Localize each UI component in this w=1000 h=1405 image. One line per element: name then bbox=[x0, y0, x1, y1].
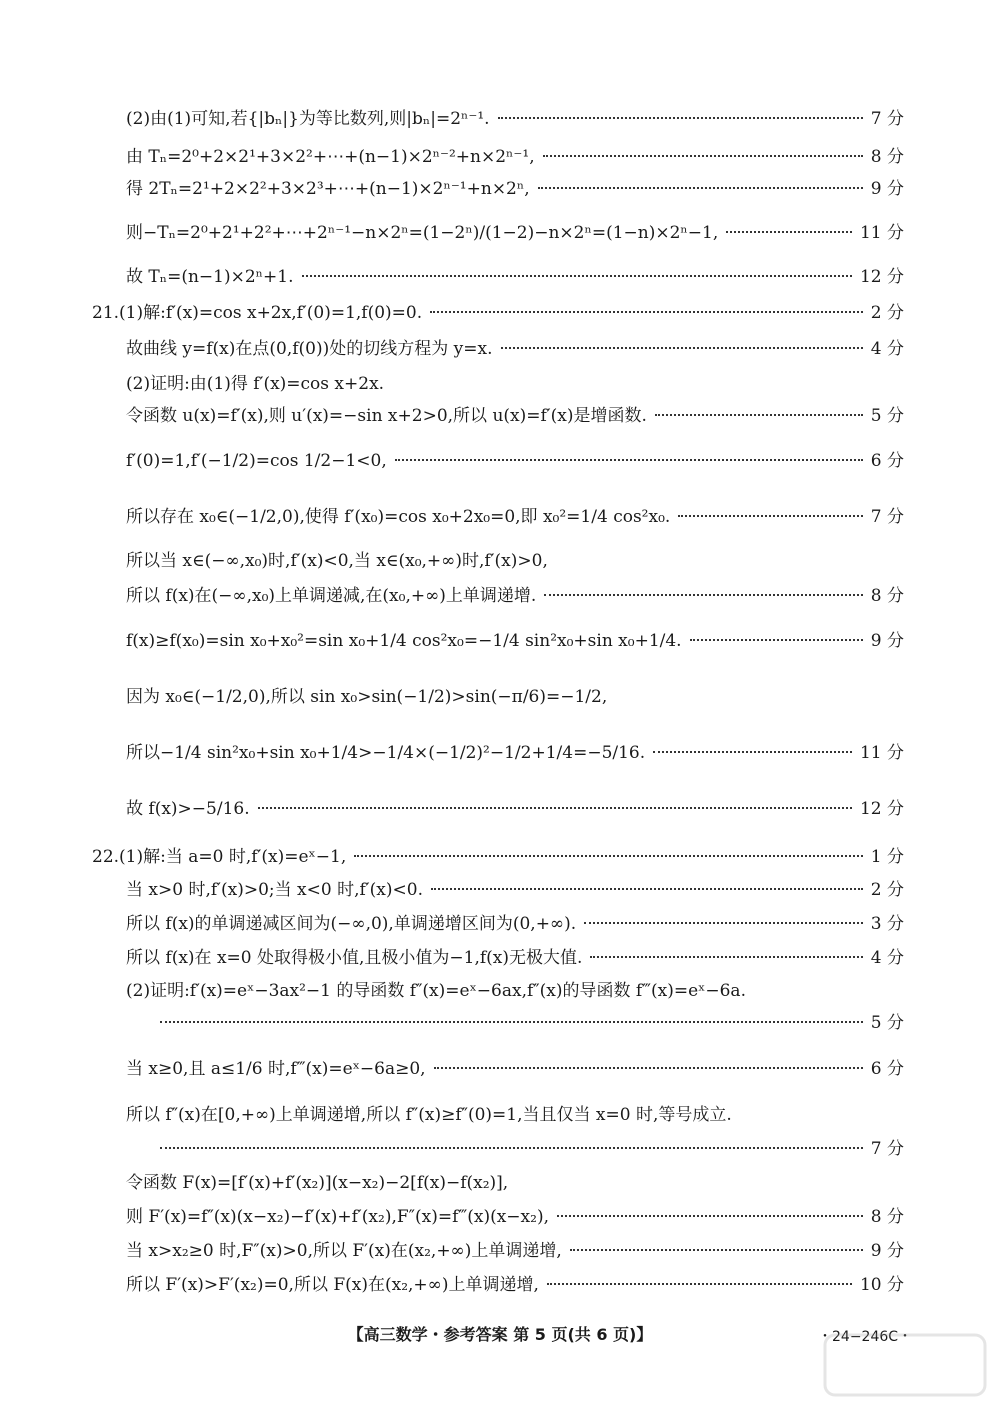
score-label: 9 分 bbox=[870, 179, 904, 199]
answer-line bbox=[126, 1104, 904, 1126]
leader-dots bbox=[543, 155, 863, 157]
leader-dots bbox=[430, 311, 863, 313]
answer-line bbox=[126, 266, 904, 288]
answer-line bbox=[126, 686, 904, 708]
answer-line bbox=[126, 222, 904, 244]
score-label: 12 分 bbox=[859, 799, 904, 819]
footer-code: ・24−246C・ bbox=[818, 1329, 913, 1345]
answer-line bbox=[126, 506, 904, 528]
answer-line bbox=[126, 550, 904, 572]
line-text: f′(0)=1,f′(−1/2)=cos 1/2−1<0, bbox=[126, 451, 387, 471]
answer-line bbox=[126, 373, 904, 395]
leader-dots bbox=[690, 639, 863, 641]
score-label: 12 分 bbox=[859, 267, 904, 287]
answer-line-continuation bbox=[160, 1138, 904, 1160]
leader-dots bbox=[547, 1283, 852, 1285]
score-label: 6 分 bbox=[870, 451, 904, 471]
watermark-logo bbox=[820, 1330, 990, 1400]
line-text: 令函数 u(x)=f′(x),则 u′(x)=−sin x+2>0,所以 u(x)=f′(x)是增函数. bbox=[126, 406, 647, 426]
leader-dots bbox=[501, 347, 863, 349]
line-text: (2)证明:f′(x)=eˣ−3ax²−1 的导函数 f″(x)=eˣ−6ax,f″(x)的导函数 f‴(x)=eˣ−6a. bbox=[126, 981, 746, 1001]
score-label: 3 分 bbox=[870, 914, 904, 934]
answer-line bbox=[126, 947, 904, 969]
answer-line bbox=[126, 1274, 904, 1296]
line-text: 所以 f(x)在(−∞,x₀)上单调递减,在(x₀,+∞)上单调递增. bbox=[126, 586, 537, 606]
line-text: 当 x>0 时,f′(x)>0;当 x<0 时,f′(x)<0. bbox=[126, 880, 423, 900]
answer-line bbox=[126, 630, 904, 652]
page-footer: 【高三数学・参考答案 第 5 页(共 6 页)】 bbox=[347, 1325, 653, 1344]
score-label: 8 分 bbox=[870, 586, 904, 606]
score-label: 9 分 bbox=[870, 1241, 904, 1261]
answer-line bbox=[126, 742, 904, 764]
line-text: 故 Tₙ=(n−1)×2ⁿ+1. bbox=[126, 267, 294, 287]
score-label: 4 分 bbox=[870, 948, 904, 968]
leader-dots bbox=[434, 1067, 863, 1069]
leader-dots bbox=[726, 231, 852, 233]
answer-line bbox=[92, 302, 904, 324]
leader-dots bbox=[354, 855, 863, 857]
score-label: 11 分 bbox=[859, 223, 904, 243]
answer-line bbox=[126, 1206, 904, 1228]
answer-line bbox=[126, 108, 904, 130]
line-text: 故 f(x)>−5/16. bbox=[126, 799, 250, 819]
answer-line bbox=[126, 146, 904, 168]
line-text: 所以 F′(x)>F′(x₂)=0,所以 F(x)在(x₂,+∞)上单调递增, bbox=[126, 1275, 539, 1295]
answer-line bbox=[126, 879, 904, 901]
score-label: 5 分 bbox=[870, 1013, 904, 1033]
line-text: f(x)≥f(x₀)=sin x₀+x₀²=sin x₀+1/4 cos²x₀=−1/4 sin²x₀+sin x₀+1/4. bbox=[126, 631, 682, 651]
line-text: 所以存在 x₀∈(−1/2,0),使得 f′(x₀)=cos x₀+2x₀=0,即 x₀²=1/4 cos²x₀. bbox=[126, 507, 671, 527]
line-text: 所以 f(x)在 x=0 处取得极小值,且极小值为−1,f(x)无极大值. bbox=[126, 948, 583, 968]
answer-line bbox=[126, 980, 904, 1002]
score-label: 8 分 bbox=[870, 147, 904, 167]
leader-dots bbox=[395, 459, 863, 461]
leader-dots bbox=[160, 1147, 863, 1149]
score-label: 9 分 bbox=[870, 631, 904, 651]
leader-dots bbox=[557, 1215, 863, 1217]
answer-line bbox=[92, 846, 904, 868]
answer-line bbox=[126, 338, 904, 360]
leader-dots bbox=[590, 956, 862, 958]
answer-line bbox=[126, 798, 904, 820]
leader-dots bbox=[258, 807, 852, 809]
score-label: 10 分 bbox=[859, 1275, 904, 1295]
line-text: 21.(1)解:f′(x)=cos x+2x,f′(0)=1,f(0)=0. bbox=[92, 303, 423, 323]
line-text: 由 Tₙ=2⁰+2×2¹+3×2²+⋯+(n−1)×2ⁿ⁻²+n×2ⁿ⁻¹, bbox=[126, 147, 535, 167]
score-label: 2 分 bbox=[870, 303, 904, 323]
leader-dots bbox=[570, 1249, 863, 1251]
leader-dots bbox=[653, 751, 852, 753]
line-text: 所以 f(x)的单调递减区间为(−∞,0),单调递增区间为(0,+∞). bbox=[126, 914, 577, 934]
line-text: 令函数 F(x)=[f′(x)+f′(x₂)](x−x₂)−2[f(x)−f(x₂)], bbox=[126, 1173, 509, 1193]
leader-dots bbox=[160, 1021, 863, 1023]
answer-line bbox=[126, 1172, 904, 1194]
line-text: 得 2Tₙ=2¹+2×2²+3×2³+⋯+(n−1)×2ⁿ⁻¹+n×2ⁿ, bbox=[126, 179, 530, 199]
line-text: (2)证明:由(1)得 f′(x)=cos x+2x. bbox=[126, 374, 385, 394]
line-text: 则 F′(x)=f″(x)(x−x₂)−f′(x)+f′(x₂),F″(x)=f‴(x)(x−x₂), bbox=[126, 1207, 549, 1227]
leader-dots bbox=[678, 515, 862, 517]
line-text: 当 x>x₂≥0 时,F″(x)>0,所以 F′(x)在(x₂,+∞)上单调递增, bbox=[126, 1241, 562, 1261]
line-text: 则−Tₙ=2⁰+2¹+2²+⋯+2ⁿ⁻¹−n×2ⁿ=(1−2ⁿ)/(1−2)−n×2ⁿ=(1−n)×2ⁿ−1, bbox=[126, 223, 719, 243]
line-text: 因为 x₀∈(−1/2,0),所以 sin x₀>sin(−1/2)>sin(−π/6)=−1/2, bbox=[126, 687, 608, 707]
line-text: (2)由(1)可知,若{|bₙ|}为等比数列,则|bₙ|=2ⁿ⁻¹. bbox=[126, 109, 490, 129]
leader-dots bbox=[544, 594, 862, 596]
score-label: 7 分 bbox=[870, 1139, 904, 1159]
score-label: 5 分 bbox=[870, 406, 904, 426]
line-text: 所以当 x∈(−∞,x₀)时,f′(x)<0,当 x∈(x₀,+∞)时,f′(x)>0, bbox=[126, 551, 548, 571]
line-text: 所以 f″(x)在[0,+∞)上单调递增,所以 f″(x)≥f″(0)=1,当且仅当 x=0 时,等号成立. bbox=[126, 1105, 732, 1125]
score-label: 8 分 bbox=[870, 1207, 904, 1227]
answer-line bbox=[126, 1240, 904, 1262]
score-label: 1 分 bbox=[870, 847, 904, 867]
answer-line bbox=[126, 178, 904, 200]
leader-dots bbox=[498, 117, 863, 119]
line-text: 22.(1)解:当 a=0 时,f′(x)=eˣ−1, bbox=[92, 847, 347, 867]
leader-dots bbox=[538, 187, 863, 189]
answer-line bbox=[126, 913, 904, 935]
score-label: 11 分 bbox=[859, 743, 904, 763]
score-label: 7 分 bbox=[870, 109, 904, 129]
score-label: 7 分 bbox=[870, 507, 904, 527]
answer-line bbox=[126, 585, 904, 607]
leader-dots bbox=[431, 888, 863, 890]
answer-line bbox=[126, 1058, 904, 1080]
line-text: 故曲线 y=f(x)在点(0,f(0))处的切线方程为 y=x. bbox=[126, 339, 493, 359]
answer-line bbox=[126, 405, 904, 427]
line-text: 当 x≥0,且 a≤1/6 时,f‴(x)=eˣ−6a≥0, bbox=[126, 1059, 426, 1079]
leader-dots bbox=[302, 275, 852, 277]
score-label: 4 分 bbox=[870, 339, 904, 359]
line-text: 所以−1/4 sin²x₀+sin x₀+1/4>−1/4×(−1/2)²−1/2+1/4=−5/16. bbox=[126, 743, 646, 763]
score-label: 6 分 bbox=[870, 1059, 904, 1079]
leader-dots bbox=[584, 922, 863, 924]
answer-line bbox=[126, 450, 904, 472]
leader-dots bbox=[655, 414, 863, 416]
answer-line-continuation bbox=[160, 1012, 904, 1034]
score-label: 2 分 bbox=[870, 880, 904, 900]
